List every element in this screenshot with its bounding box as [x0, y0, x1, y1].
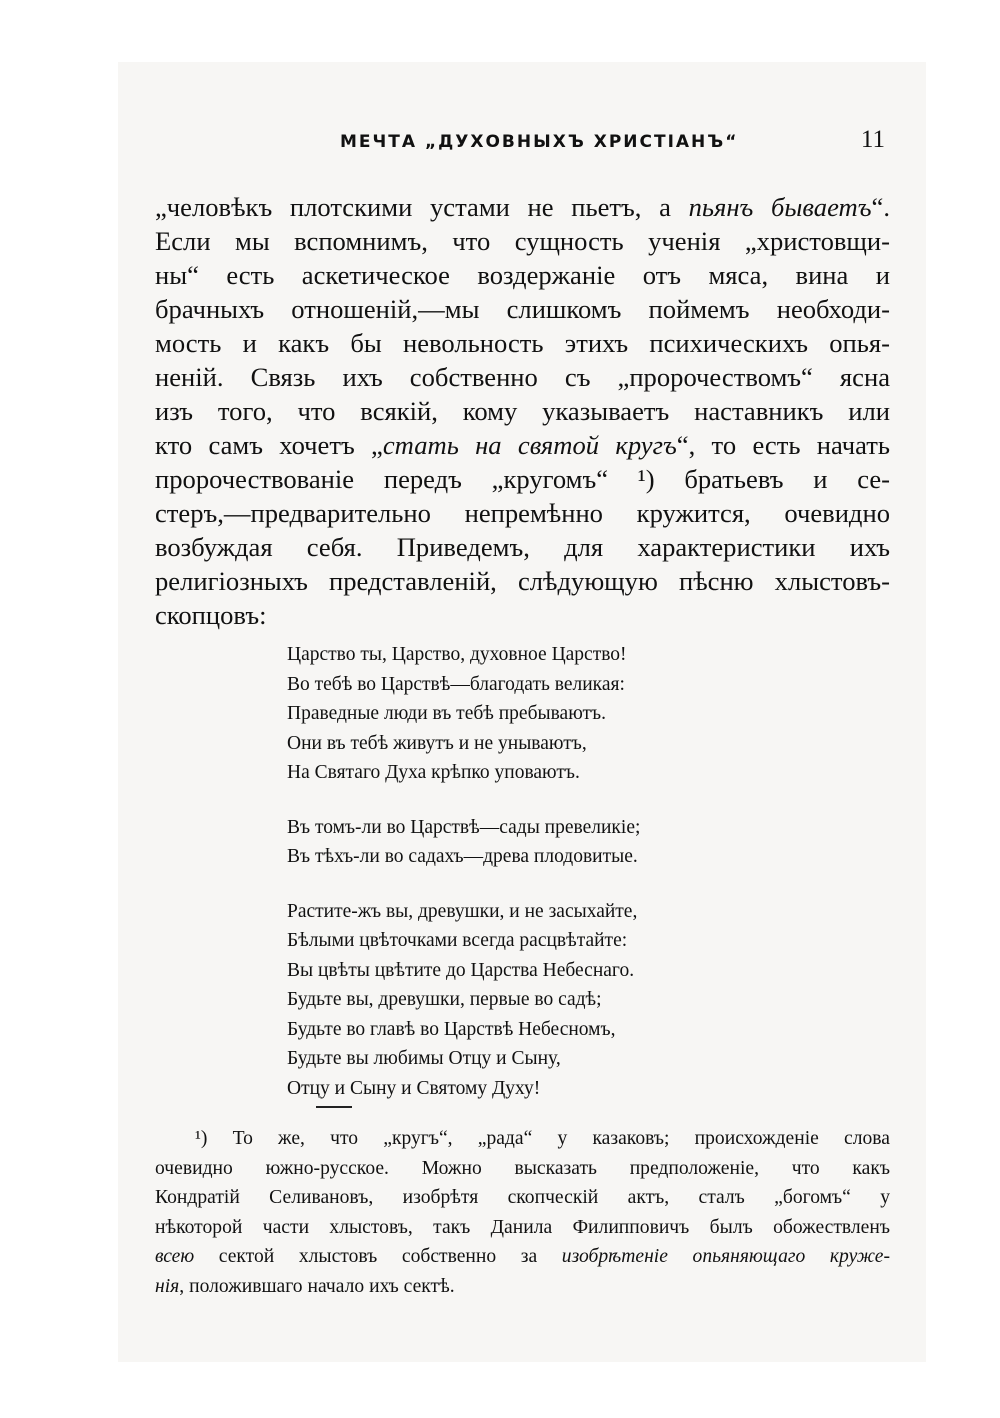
verse-stanza: [287, 813, 767, 872]
body-line: мость и какъ бы невольность этихъ психическихъ опья-: [155, 328, 890, 358]
body-line: скопцовъ:: [155, 600, 267, 630]
body-paragraph: [155, 190, 890, 632]
body-line: изъ того, что всякій, кому указываетъ наставникъ или: [155, 396, 890, 426]
body-line: брачныхъ отношеній,—мы слишкомъ поймемъ необходи-: [155, 294, 890, 324]
verse-line: Праведные люди въ тебѣ пребываютъ.: [287, 703, 607, 724]
verse-line: Во тебѣ во Царствѣ—благодать великая:: [287, 673, 625, 695]
footnote-line: всею сектой хлыстовъ собственно за изобрѣтеніе опьяняющаго круже-: [155, 1246, 890, 1267]
running-title: МЕЧТА „ДУХОВНЫХЪ ХРИСТІАНЪ“: [340, 132, 739, 152]
body-line: пророчествованіе передъ „кругомъ“ ¹) братьевъ и се-: [155, 464, 890, 494]
body-line: „человѣкъ плотскими устами не пьетъ, а пьянъ бываетъ“.: [155, 192, 890, 222]
body-line: кто самъ хочетъ „стать на святой кругъ“, то есть начать: [155, 430, 890, 460]
verse-line: Царство ты, Царство, духовное Царство!: [287, 644, 627, 665]
footnote: [155, 1124, 890, 1301]
page-header: [155, 128, 890, 160]
verse-line: На Святаго Духа крѣпко уповаютъ.: [287, 762, 580, 783]
verse-line: Растите-жъ вы, древушки, и не засыхайте,: [287, 900, 638, 922]
body-line: возбуждая себя. Приведемъ, для характеристики ихъ: [155, 532, 890, 562]
footnote-line: ¹) То же, что „кругъ“, „рада“ у казаковъ; происхожденіе слова: [195, 1128, 890, 1149]
verse-stanza: [287, 897, 767, 1104]
verse-line: Отцу и Сыну и Святому Духу!: [287, 1077, 541, 1099]
body-line: религіозныхъ представленій, слѣдующую пѣсню хлыстовъ-: [155, 566, 890, 596]
footnote-line: Кондратій Селивановъ, изобрѣтя скопческій актъ, сталъ „богомъ“ у: [155, 1187, 890, 1208]
body-line: стеръ,—предварительно непремѣнно кружится, очевидно: [155, 498, 890, 528]
verse-stanza: [287, 640, 767, 788]
song-verse: [287, 640, 767, 1128]
verse-line: Бѣлыми цвѣточками всегда расцвѣтайте:: [287, 930, 628, 951]
footnote-line: очевидно южно-русское. Можно высказать предположеніе, что какъ: [155, 1157, 890, 1179]
body-line: ны“ есть аскетическое воздержаніе отъ мяса, вина и: [155, 260, 890, 290]
verse-line: Въ томъ-ли во Царствѣ—сады превеликіе;: [287, 816, 641, 838]
page-number: 11: [860, 126, 885, 153]
verse-line: Они въ тебѣ живутъ и не унываютъ,: [287, 732, 587, 754]
verse-line: Будьте вы любимы Отцу и Сыну,: [287, 1048, 561, 1069]
verse-line: Въ тѣхъ-ли во садахъ—древа плодовитые.: [287, 846, 638, 867]
body-line: Если мы вспомнимъ, что сущность ученія „христовщи-: [155, 226, 890, 256]
footnote-separator: [316, 1106, 352, 1108]
verse-line: Будьте вы, древушки, первые во садѣ;: [287, 989, 602, 1010]
footnote-line: нія, положившаго начало ихъ сектѣ.: [155, 1275, 455, 1297]
body-line: неній. Связь ихъ собственно съ „пророчествомъ“ ясна: [155, 362, 890, 392]
verse-line: Будьте во главѣ во Царствѣ Небесномъ,: [287, 1018, 616, 1040]
footnote-line: нѣкоторой части хлыстовъ, такъ Данила Филипповичъ былъ обожествленъ: [155, 1216, 890, 1238]
verse-line: Вы цвѣты цвѣтите до Царства Небеснаго.: [287, 959, 635, 981]
